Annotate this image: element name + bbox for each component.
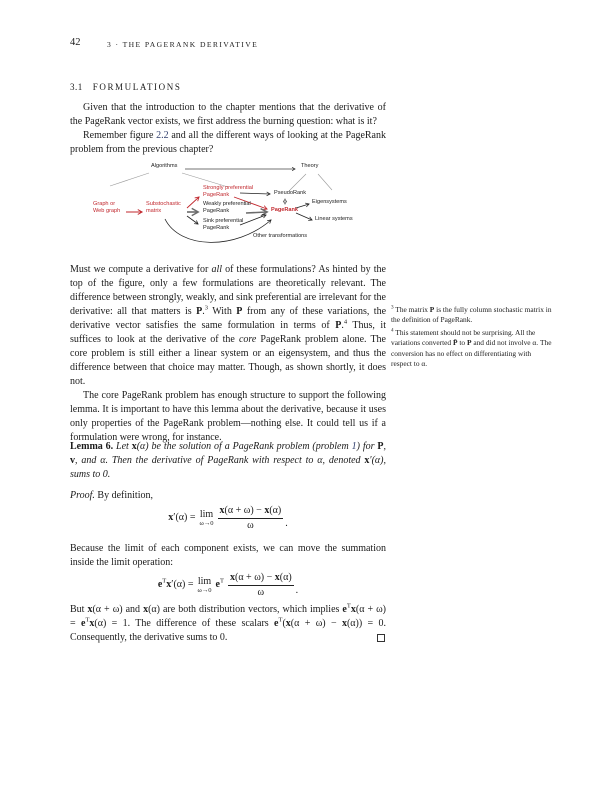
- paragraph: But x(α + ω) and x(α) are both distribution vectors, which implies $e^Tx(\alpha + \omega) = e^Tx(\alpha) = 1$. The difference of these scalars $e^T(x(\alpha + \omega) - x(\alpha)) = 0$. Consequently, the derivative sums to 0.: [70, 602, 387, 643]
- node-weakly-preferential-pagerank: Weakly preferential PageRank: [203, 201, 251, 214]
- equation-summation-inside-limit: $e^Tx'(\alpha)$ = lim ω→0 $e^T$ $\frac{x(\alpha + \omega) - x(\alpha)}{\omega}$ .: [157, 572, 299, 598]
- lemma-6: [70, 440, 386, 482]
- section-title: FORMULATIONS: [92, 82, 182, 92]
- node-strongly-preferential-pagerank: Strongly preferential PageRank: [203, 185, 254, 198]
- qed-box: [377, 634, 385, 642]
- intro-paragraphs: [70, 101, 386, 157]
- node-other-transformations: Other transformations: [253, 233, 308, 239]
- cross-reference-link[interactable]: 1: [351, 441, 357, 452]
- sidenote-4: $^4$ This statement should not be surprising. All the variations converted P̄ to P and did not involve α. The conversion has no effect on differentiating with respect to α.: [391, 327, 552, 369]
- node-linear-systems: Linear systems: [315, 216, 353, 222]
- node-pseudorank: PseudoRank: [274, 190, 307, 196]
- proof-conclusion: [70, 603, 386, 645]
- lemma-statement: Let x(α) be the solution of a PageRank problem (problem 1) for P, v, and α. Then the derivative of PageRank with respect to α, denoted x′(α), sums to 0.: [70, 441, 386, 480]
- sidenote-3: $^3$ The matrix P is the fully column stochastic matrix in the definition of PageRank.: [391, 304, 552, 325]
- running-head: 3 · THE PAGERANK DERIVATIVE: [107, 40, 259, 49]
- paragraph: Must we compute a derivative for all of these formulations? As hinted by the top of the figure, only a few formulations are theoretically relevant. The difference between strongly, weakly, and sink preferential are irrelevant for the derivative: all that matters is P.$^3$ With P from any of these variations, the derivative vector satisfies the same formulation in terms of P.$^4$ Thus, it suffices to look at the derivative of the core PageRank problem alone. The core problem is still either a linear system or an eigensystem, and thus the difference between that choice may matter. Though, as shown shortly, it does not.: [70, 264, 387, 387]
- proof-intro: [70, 489, 386, 503]
- limit-operator: lim ω→0: [197, 575, 212, 594]
- node-graph-or-web-graph: Graph or Web graph: [93, 201, 121, 214]
- proof-paragraph: Because the limit of each component exists, we can move the summation inside the limit operation:: [70, 543, 386, 568]
- paragraph: The core PageRank problem has enough structure to support the following lemma. It is important to have this lemma about the derivative, because it uses only properties of the PageRank problem—nothing else. It could tell us if a formulation were wrong, for instance.: [70, 390, 386, 443]
- lemma-label: Lemma 6.: [70, 441, 114, 452]
- cross-reference-link[interactable]: 2.2: [156, 130, 169, 141]
- proof-label: Proof.: [70, 490, 95, 501]
- section-heading: [70, 82, 181, 92]
- node-eigensystems: Eigensystems: [312, 199, 347, 205]
- limit-operator: lim ω→0: [199, 508, 214, 527]
- node-pagerank: PageRank: [271, 207, 299, 213]
- body-paragraphs: [70, 263, 386, 445]
- sidenotes: [391, 305, 553, 371]
- node-theory: Theory: [301, 163, 319, 169]
- figure-pagerank-formulations: [85, 157, 380, 257]
- paragraph: Remember figure 2.2 and all the different ways of looking at the PageRank problem from the previous chapter?: [70, 130, 386, 155]
- paragraph: Given that the introduction to the chapter mentions that the derivative of the PageRank vector exists, we first address the burning question: what is it?: [70, 102, 386, 127]
- node-algorithms: Algorithms: [151, 163, 178, 169]
- proof-intro-text: By definition,: [97, 490, 153, 501]
- section-number: 3.1: [70, 82, 83, 92]
- node-substochastic-matrix: Substochastic matrix: [146, 201, 181, 214]
- page-number: 42: [70, 37, 81, 48]
- equation-derivative-definition: x′(α) = lim ω→0 $\frac{x(\alpha + \omega) - x(\alpha)}{\omega}$ .: [168, 505, 288, 531]
- fraction: $\frac{x(\alpha + \omega) - x(\alpha)}{\omega}$: [219, 505, 282, 531]
- fraction: $\frac{x(\alpha + \omega) - x(\alpha)}{\omega}$: [229, 572, 292, 598]
- node-sink-preferential-pagerank: Sink preferential PageRank: [203, 218, 244, 231]
